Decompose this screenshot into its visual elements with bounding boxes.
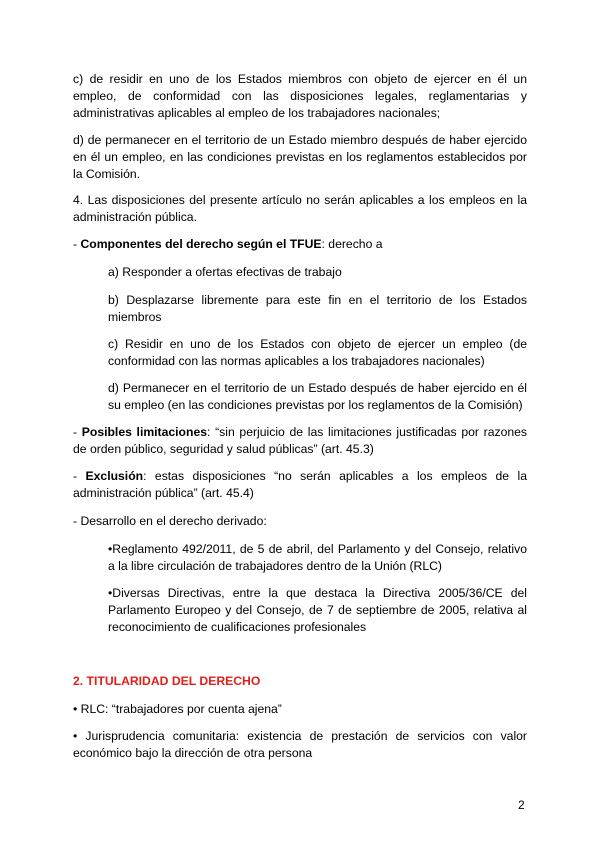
componentes-prefix: -	[73, 237, 81, 251]
exclusion-rest: : estas disposiciones “no serán aplicables a los empleos de la administración pública” (art. 45.4)	[73, 469, 528, 501]
desarrollo-item-reglamento: •Reglamento 492/2011, de 5 de abril, del Parlamento y del Consejo, relativo a la libre circulación de trabajadores dentro de la Unión (RLC)	[108, 542, 527, 574]
limitaciones-line	[73, 424, 527, 458]
section-item-rlc: • RLC: “trabajadores por cuenta ajena”	[73, 702, 282, 716]
section-heading: 2. TITULARIDAD DEL DERECHO	[73, 674, 261, 688]
desarrollo-label: - Desarrollo en el derecho derivado:	[73, 514, 267, 528]
paragraph-c: c) de residir en uno de los Estados miembros con objeto de ejercer en él un empleo, de conformidad con las disposiciones legales, reglamentarias y administrativas aplicables al empleo de los trabajadores nacionales;	[73, 72, 527, 121]
limitaciones-prefix: -	[73, 425, 82, 439]
componentes-rest: : derecho a	[321, 237, 383, 251]
componentes-item-d: d) Permanecer en el territorio de un Estado después de haber ejercido en él su empleo (en las condiciones previstas por los reglamentos de la Comisión)	[108, 381, 527, 413]
componentes-line	[73, 236, 527, 253]
componentes-item-a: a) Responder a ofertas efectivas de trabajo	[108, 265, 342, 279]
componentes-item-b: b) Desplazarse libremente para este fin en el territorio de los Estados miembros	[108, 293, 527, 325]
desarrollo-item-directivas: •Diversas Directivas, entre la que destaca la Directiva 2005/36/CE del Parlamento Europeo y del Consejo, de 7 de septiembre de 2005, relativa al reconocimiento de cualificaciones profesionales	[108, 586, 527, 635]
limitaciones-bold: Posibles limitaciones	[81, 425, 208, 439]
paragraph-4: 4. Las disposiciones del presente artículo no serán aplicables a los empleos en la administración pública.	[73, 193, 527, 225]
exclusion-bold: Exclusión	[85, 469, 144, 483]
exclusion-prefix: -	[73, 469, 86, 483]
page-number: 2	[518, 798, 525, 812]
limitaciones-rest: : “sin perjuicio de las limitaciones justificadas por razones de orden público, seguridad y salud públicas” (art. 45.3)	[73, 425, 527, 457]
paragraph-d: d) de permanecer en el territorio de un Estado miembro después de haber ejercido en él un empleo, en las condiciones previstas en los reglamentos establecidos por la Comisión.	[73, 133, 527, 182]
componentes-bold: Componentes del derecho según el TFUE	[80, 237, 322, 251]
componentes-item-c: c) Residir en uno de los Estados con objeto de ejercer un empleo (de conformidad con las normas aplicables a los trabajadores nacionales)	[108, 337, 527, 369]
exclusion-line	[73, 468, 527, 502]
section-item-jurisprudencia: • Jurisprudencia comunitaria: existencia de prestación de servicios con valor económico bajo la dirección de otra persona	[73, 729, 527, 761]
